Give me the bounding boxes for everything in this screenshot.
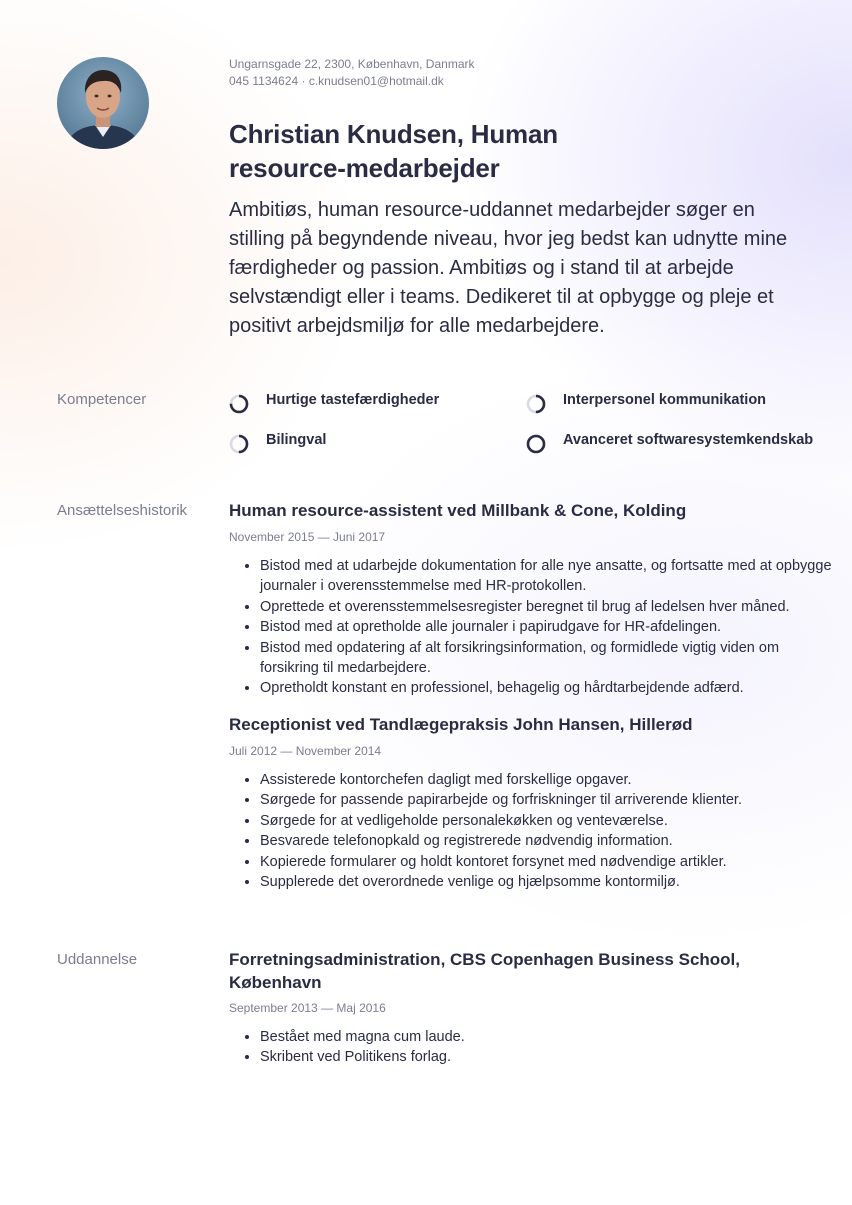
list-item: • Bistod med at udarbejde dokumentation for alle nye ansatte, og fortsatte med at opbygge journaler i overensstemmelse med HR-protokollen.	[260, 556, 840, 597]
skill-name: Avanceret softwaresystemkendskab	[563, 432, 814, 448]
profile-summary: Ambitiøs, human resource-uddannet medarbejder søger en stilling på begyndende niveau, hvor jeg bedst kan udnytte mine færdigheder og passion. Ambitiøs og i stand til at arbejde selvstændigt eller i teams. Dedikeret til at opbygge og pleje et positivt arbejdsmiljø for alle medarbejdere.	[229, 199, 788, 337]
skill-item	[229, 392, 439, 414]
list-item: • Bistod med at opretholde alle journaler i papirudgave for HR-afdelingen.	[260, 617, 840, 637]
skill-name: Hurtige tastefærdigheder	[266, 392, 440, 408]
job-dates: Juli 2012 — November 2014	[229, 744, 382, 758]
list-item: • Sørgede for at vedligeholde personalekøkken og venteværelse.	[260, 811, 840, 831]
job-title: Receptionist ved Tandlægepraksis John Hansen, Hillerød	[229, 715, 693, 734]
job-title: Human resource-assistent ved Millbank & Cone, Kolding	[229, 501, 687, 520]
list-item: • Supplerede det overordnede venlige og hjælpsomme kontormiljø.	[260, 872, 840, 892]
skill-item	[526, 392, 766, 414]
list-item: • Opretholdt konstant en professionel, behagelig og hårdtarbejdende adfærd.	[260, 678, 840, 698]
list-item: • Sørgede for passende papirarbejde og forfriskninger til arriverende klienter.	[260, 790, 840, 810]
list-item: • Bestået med magna cum laude.	[260, 1027, 840, 1047]
skill-item	[526, 432, 813, 454]
job-bullet-list	[229, 556, 840, 699]
education-label: Uddannelse	[57, 951, 138, 968]
skill-level-ring-icon	[229, 434, 249, 454]
education-dates: September 2013 — Maj 2016	[229, 1001, 386, 1015]
skill-level-ring-icon	[526, 434, 546, 454]
skill-level-ring-icon	[229, 394, 249, 414]
skill-level-ring-icon	[526, 394, 546, 414]
education-bullet-list	[229, 1027, 840, 1068]
list-item: • Skribent ved Politikens forlag.	[260, 1047, 840, 1067]
list-item: • Besvarede telefonopkald og registrerede nødvendig information.	[260, 831, 840, 851]
contact-info	[229, 56, 475, 90]
portrait-image	[57, 57, 149, 149]
list-item: • Oprettede et overensstemmelsesregister beregnet til brug af ledelsen hver måned.	[260, 597, 840, 617]
list-item: • Assisterede kontorchefen dagligt med forskellige opgaver.	[260, 770, 840, 790]
list-item: • Bistod med opdatering af alt forsikringsinformation, og formidlede vigtig viden om forsikring til medarbejdere.	[260, 638, 840, 679]
job-dates: November 2015 — Juni 2017	[229, 530, 386, 544]
phone-email: 045 1134624 · c.knudsen01@hotmail.dk	[229, 74, 444, 88]
skill-name: Interpersonel kommunikation	[563, 392, 767, 408]
skill-item	[229, 432, 326, 454]
address: Ungarnsgade 22, 2300, København, Danmark	[229, 57, 475, 71]
skill-name: Bilingval	[266, 432, 327, 448]
skills-label: Kompetencer	[57, 391, 147, 408]
job-bullet-list	[229, 770, 840, 892]
profile-photo	[57, 57, 149, 149]
page-title: Christian Knudsen, Human resource-medarbejder	[229, 119, 558, 183]
education-title: Forretningsadministration, CBS Copenhagen Business School, København	[229, 950, 741, 992]
list-item: • Kopierede formularer og holdt kontoret forsynet med nødvendige artikler.	[260, 852, 840, 872]
employment-label: Ansættelseshistorik	[57, 502, 188, 519]
